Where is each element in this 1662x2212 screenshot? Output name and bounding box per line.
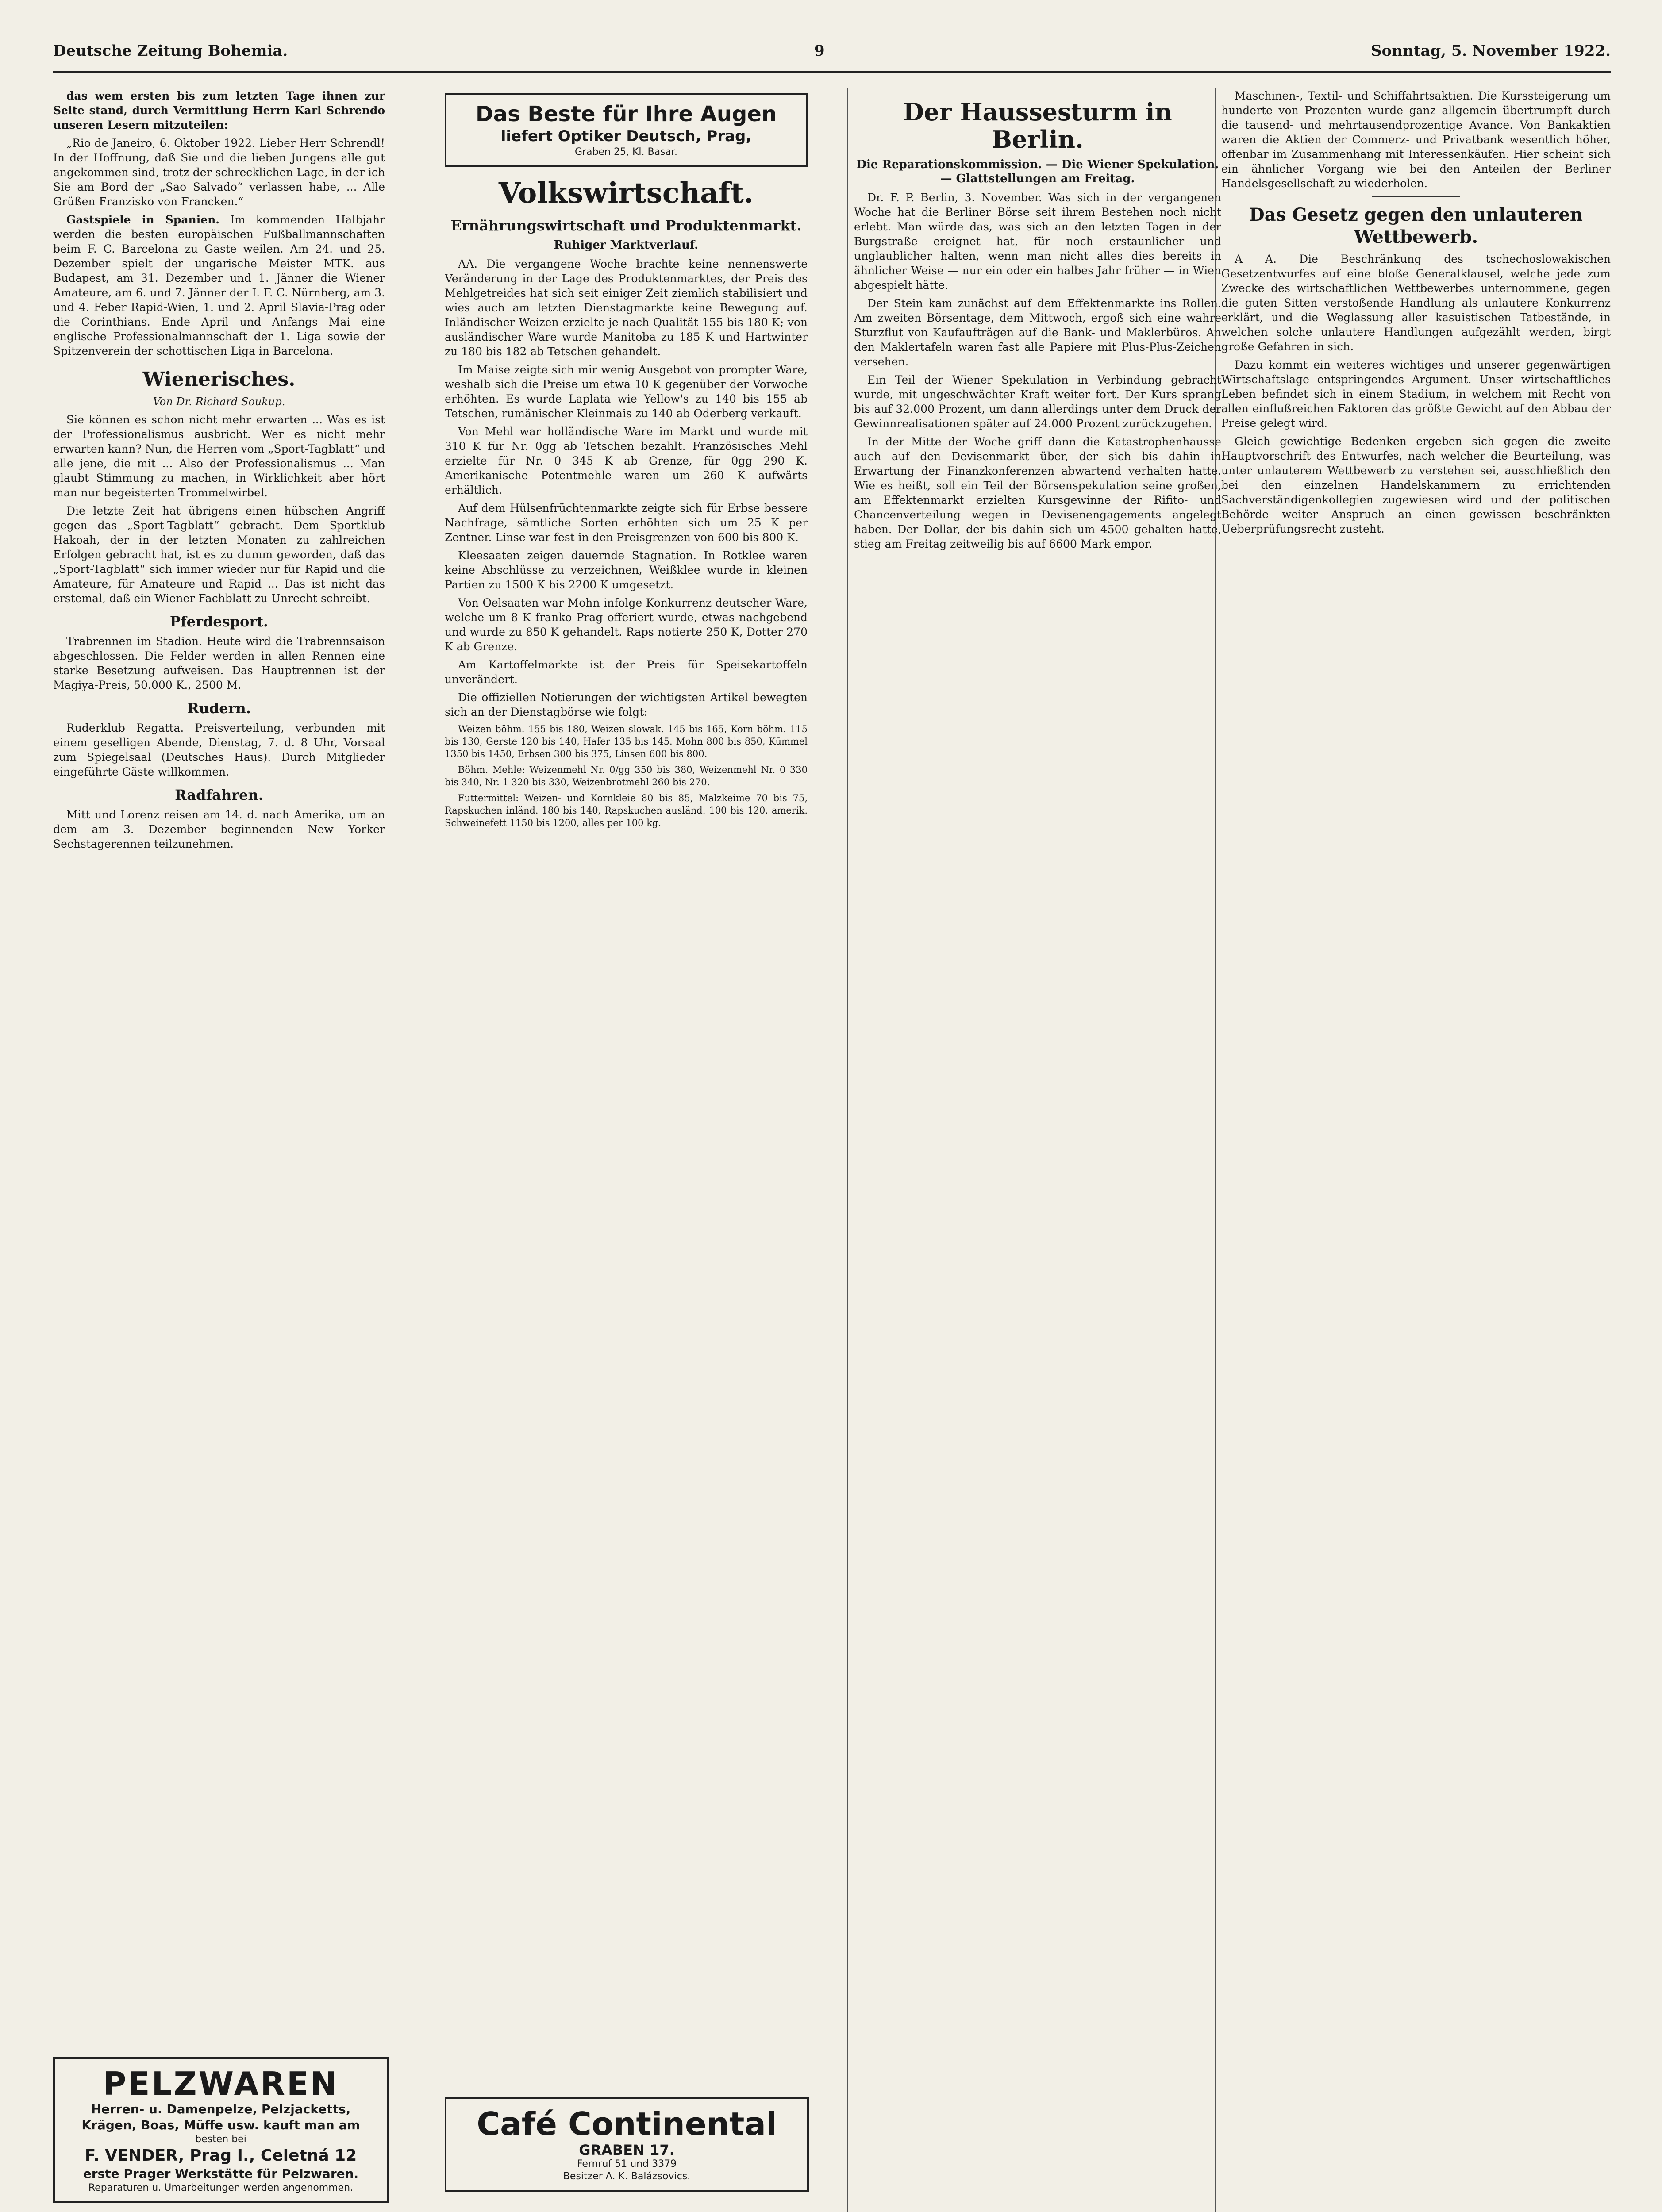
- article-title: Der Haussesturm in Berlin.: [903, 98, 1172, 154]
- ad-line: Reparaturen u. Umarbeitungen werden angenommen.: [88, 2182, 354, 2193]
- ad-title: Das Beste für Ihre Augen: [475, 102, 777, 127]
- notierungen: Weizen böhm. 155 bis 180, Weizen slowak. 145 bis 165, Korn böhm. 115 bis 130, Gerste 120 bis 140, Hafer 135 bis 145. Mohn 800 bis 850, Kümmel 1350 bis 1450, Erbsen 300 bis 375, Linsen 600 bis 800.: [445, 724, 808, 759]
- ad-line: F. VENDER, Prag I., Celetná 12: [85, 2147, 357, 2165]
- paragraph: Trabrennen im Stadion. Heute wird die Trabrennsaison abgeschlossen. Die Felder werden in allen Rennen eine starke Besetzung aufweisen. Das Hauptrennen ist der Magiya-Preis, 50.000 K., 2500 M.: [53, 635, 385, 691]
- paragraph: Von Mehl war holländische Ware im Markt und wurde mit 310 K für Nr. 0gg ab Tetschen bezahlt. Französisches Mehl erzielte für Nr. 0 345 K ab Grenze, für 0gg 290 K. Amerikanische Potentmehle waren um 260 K aufwärts erhältlich.: [445, 425, 808, 496]
- paragraph: Sie können es schon nicht mehr erwarten ... Was es ist der Professionalismus ausbricht. Wer es nicht mehr erwarten kann? Nun, die Herren vom „Sport-Tagblatt“ und alle jene, die mit ... Also der Professionalismus ... Man glaubt Stimmung zu machen, in Wirklichkeit aber hört man nur begeisterten Trommelwirbel.: [53, 413, 385, 499]
- divider: [1372, 196, 1460, 197]
- column-sport: [53, 88, 385, 2212]
- article-subtitle: Die Reparationskommission. — Die Wiener Spekulation. — Glattstellungen am Freitag.: [856, 158, 1219, 185]
- radfahren-title: Radfahren.: [175, 787, 263, 803]
- paragraph: Auf dem Hülsenfrüchtenmarkte zeigte sich für Erbse bessere Nachfrage, sämtliche Sorten erhöhten sich um 25 K per Zentner. Linse war fest in den Preisgrenzen von 600 bis 800 K.: [445, 502, 808, 544]
- paragraph: Kleesaaten zeigen dauernde Stagnation. In Rotklee waren keine Abschlüsse zu verzeichnen, Weißklee wurde in kleinen Partien zu 1500 K bis 2200 K umgesetzt.: [445, 549, 808, 591]
- masthead-rule: [53, 71, 1611, 73]
- wienerisches-title: Wienerisches.: [142, 368, 296, 391]
- ad-title: Café Continental: [477, 2105, 777, 2143]
- section-lede: Gastspiele in Spanien.: [66, 213, 219, 226]
- paragraph: Gleich gewichtige Bedenken ergeben sich gegen die zweite Hauptvorschrift des Entwurfes, nach welcher die Beurteilung, was unter unlauterem Wettbewerb zu verstehen sei, ausschließlich den bei den einzelnen Handelskammern zu errichtenden Sachverständigenkollegien zugewiesen wird und der politischen Behörde weiter Anspruch an einen gewissen beschränkten Ueberprüfungsrecht zusteht.: [1221, 435, 1611, 535]
- ad-line: liefert Optiker Deutsch, Prag,: [500, 127, 752, 145]
- paragraph: das wem ersten bis zum letzten Tage ihnen zur Seite stand, durch Vermittlung Herrn Karl Schrendo unseren Lesern mitzuteilen:: [53, 89, 385, 131]
- ad-pelzwaren: [53, 2057, 389, 2203]
- page-number: 9: [814, 42, 825, 60]
- paragraph: Im kommenden Halbjahr werden die besten europäischen Fußballmannschaften beim F. C. Barcelona zu Gaste weilen. Am 24. und 25. Dezember spielt der ungarische Meister MTK. aus Budapest, am 31. Dezember und 1. Jänner die Wiener Amateure, am 6. und 7. Jänner der I. F. C. Nürnberg, am 3. und 4. Feber Rapid-Wien, 1. und 2. April Slavia-Prag oder die Corinthians. Ende April und Anfangs Mai eine englische Professionalmannschaft der 1. Liga sowie der Spitzenverein der schottischen Liga in Barcelona.: [53, 213, 385, 357]
- paragraph: Mitt und Lorenz reisen am 14. d. nach Amerika, um an dem am 3. Dezember beginnenden New Yorker Sechstagerennen teilzunehmen.: [53, 808, 385, 850]
- column-volkswirtschaft: [445, 88, 808, 2212]
- ad-line: Fernruf 51 und 3379: [577, 2158, 677, 2170]
- article-title: Das Gesetz gegen den unlauteren Wettbewerb.: [1249, 204, 1583, 247]
- paragraph: Am Kartoffelmarkte ist der Preis für Speisekartoffeln unverändert.: [445, 658, 808, 686]
- pferdesport-title: Pferdesport.: [169, 613, 269, 630]
- paragraph: Maschinen-, Textil- und Schiffahrtsaktien. Die Kurssteigerung um hunderte von Prozenten wurde ganz allgemein übertrumpft durch die tausend- und mehrtausendprozentige Avance. Von Bankaktien waren die Aktien der Commerz- und Privatbank wesentlich höher, offenbar im Zusammenhang mit Interessenkäufen. Hier scheint sich ein ähnlicher Vorgang wie bei den Anteilen der Berliner Handelsgesellschaft zu wiederholen.: [1221, 89, 1611, 190]
- article-title: Ernährungswirtschaft und Produktenmarkt.: [450, 217, 802, 234]
- rudern-title: Rudern.: [187, 700, 251, 717]
- paragraph: In der Mitte der Woche griff dann die Katastrophenhausse auch auf den Devisenmarkt über, der sich bis dahin in Erwartung der Finanzkonferenzen abwartend verhalten hatte. Wie es heißt, soll ein Teil der Börsenspekulation seine großen, am Effektenmarkt erzielten Kursgewinne der Rifito- und Chancenverteilung wegen in Devisenengagements angelegt haben. Der Dollar, der bis dahin sich um 4500 gehalten hatte, stieg am Freitag zeitweilig bis auf 6600 Mark empor.: [854, 435, 1221, 550]
- paragraph: Von Oelsaaten war Mohn infolge Konkurrenz deutscher Ware, welche um 8 K franko Prag offeriert wurde, etwas nachgebend und wurde zu 850 K gehandelt. Raps notierte 250 K, Dotter 270 K ab Grenze.: [445, 596, 808, 653]
- paragraph: Dr. F. P. Berlin, 3. November. Was sich in der vergangenen Woche hat die Berliner Börse seit ihrem Bestehen noch nicht erlebt. Man würde das, was sich an den letzten Tagen in der Burgstraße ereignet hat, für noch erstaunlicher und unglaublicher halten, wenn man nicht alles dies bereits in ähnlicher Weise — nur ein oder ein halbes Jahr früher — in Wien abgespielt hätte.: [854, 191, 1221, 292]
- column-separator: [847, 88, 848, 2212]
- paragraph: „Rio de Janeiro, 6. Oktober 1922. Lieber Herr Schrendl! In der Hoffnung, daß Sie und die lieben Jungens alle gut angekommen sind, trotz der schrecklichen Lage, in der ich Sie am Bord der „Sao Salvado“ verlassen habe, ... Alle Grüßen Franzisko von Francken.“: [53, 137, 385, 208]
- paragraph: Ein Teil der Wiener Spekulation in Verbindung gebracht wurde, mit ungeschwächter Kraft weiter fort. Der Kurs sprang bis auf 32.000 Prozent, um dann allerdings unter dem Druck der Gewinnrealisationen später auf 24.000 Prozent zurückzugehen.: [854, 373, 1221, 430]
- paragraph: AA. Die vergangene Woche brachte keine nennenswerte Veränderung in der Lage des Produktenmarktes, der Preis des Mehlgetreides hat sich seit einiger Zeit ziemlich stabilisiert und wies auch am letzten Dienstagmarkte keine Bewegung auf. Inländischer Weizen erzielte je nach Qualität 155 bis 180 K; von ausländischer Ware wurde Manitoba zu 185 K und Hartwinter zu 180 bis 182 ab Tetschen gehandelt.: [445, 257, 808, 358]
- ad-line: Krägen, Boas, Müffe usw. kauft man am: [81, 2118, 360, 2132]
- mehle: Böhm. Mehle: Weizenmehl Nr. 0/gg 350 bis 380, Weizenmehl Nr. 0 330 bis 340, Nr. 1 320 bis 330, Weizenbrotmehl 260 bis 270.: [445, 764, 808, 787]
- ad-cafe-continental: [445, 2097, 809, 2192]
- column-haussesturm: [854, 88, 1221, 2212]
- article-subtitle: Ruhiger Marktverlauf.: [554, 238, 699, 252]
- ad-title: PELZWAREN: [103, 2065, 339, 2102]
- futtermittel: Futtermittel: Weizen- und Kornkleie 80 bis 85, Malzkeime 70 bis 75, Rapskuchen inländ. 180 bis 140, Rapskuchen ausländ. 100 bis 120, amerik. Schweinefett 1150 bis 1200, alles per 100 kg.: [445, 793, 808, 828]
- masthead: [53, 42, 1611, 69]
- ad-line: Graben 25, Kl. Basar.: [574, 146, 678, 157]
- ad-optiker: [445, 93, 808, 167]
- paragraph: A A. Die Beschränkung des tschechoslowakischen Gesetzentwurfes auf eine bloße Generalklausel, welche jede zum Zwecke des wirtschaftlichen Wettbewerbes unternommene, gegen die guten Sitten verstoßende Handlung als unlautere Konkurrenz erklärt, und die Weglassung aller kasuistischen Tatbestände, in welchen solche unlautere Handlungen aufgezählt werden, birgt große Gefahren in sich.: [1221, 253, 1611, 353]
- byline: Von Dr. Richard Soukup.: [153, 396, 285, 408]
- paragraph: Ruderklub Regatta. Preisverteilung, verbunden mit einem geselligen Abende, Dienstag, 7. d. 8 Uhr, Vorsaal zum Spiegelsaal (Deutsches Haus). Durch Mitglieder eingeführte Gäste willkommen.: [53, 722, 385, 778]
- ad-line: Herren- u. Damenpelze, Pelzjacketts,: [91, 2102, 351, 2116]
- paper-name: Deutsche Zeitung Bohemia.: [53, 42, 288, 60]
- paragraph: Die letzte Zeit hat übrigens einen hübschen Angriff gegen das „Sport-Tagblatt“ gebracht. Dem Sportklub Hakoah, der in der letzten Monaten zu zahlreichen Erfolgen gebracht hat, ist es zu dumm geworden, daß das „Sport-Tagblatt“ sich immer wieder nur für Rapid und die Amateure, für Amateure und Rapid ... Das ist nicht das erstemal, daß ein Wiener Fachblatt zu Unrecht schreibt.: [53, 504, 385, 605]
- paragraph: Dazu kommt ein weiteres wichtiges und unserer gegenwärtigen Wirtschaftslage entspringendes Argument. Unser wirtschaftliches Leben befindet sich in einem Stadium, in welchem mit Recht von allen einflußreichen Faktoren das größte Gewicht auf den Abbau der Preise gelegt wird.: [1221, 358, 1611, 430]
- ad-line: GRABEN 17.: [579, 2142, 675, 2158]
- column-wettbewerb: [1221, 88, 1611, 2212]
- paragraph: Die offiziellen Notierungen der wichtigsten Artikel bewegten sich an der Dienstagbörse wie folgt:: [445, 691, 808, 718]
- paragraph: Im Maise zeigte sich mir wenig Ausgebot von prompter Ware, weshalb sich die Preise um etwa 10 K gegenüber der Vorwoche erhöhten. Es wurde Laplata wie Yellow's zu 140 bis 155 ab Tetschen, rumänischer Kleinmais zu 140 ab Oderberg verkauft.: [445, 363, 808, 420]
- ad-line: Besitzer A. K. Balázsovics.: [563, 2171, 691, 2182]
- ad-line: erste Prager Werkstätte für Pelzwaren.: [83, 2166, 359, 2181]
- ad-line: besten bei: [195, 2134, 246, 2145]
- section-title: Volkswirtschaft.: [498, 177, 754, 210]
- issue-date: Sonntag, 5. November 1922.: [1371, 42, 1611, 60]
- paragraph: Der Stein kam zunächst auf dem Effektenmarkte ins Rollen. Am zweiten Börsentage, dem Mittwoch, ergoß sich eine wahre Sturzflut von Kaufaufträgen auf die Bank- und Maklerbüros. An den Maklertafeln waren fast alle Papiere mit Plus-Plus-Zeichen versehen.: [854, 297, 1221, 368]
